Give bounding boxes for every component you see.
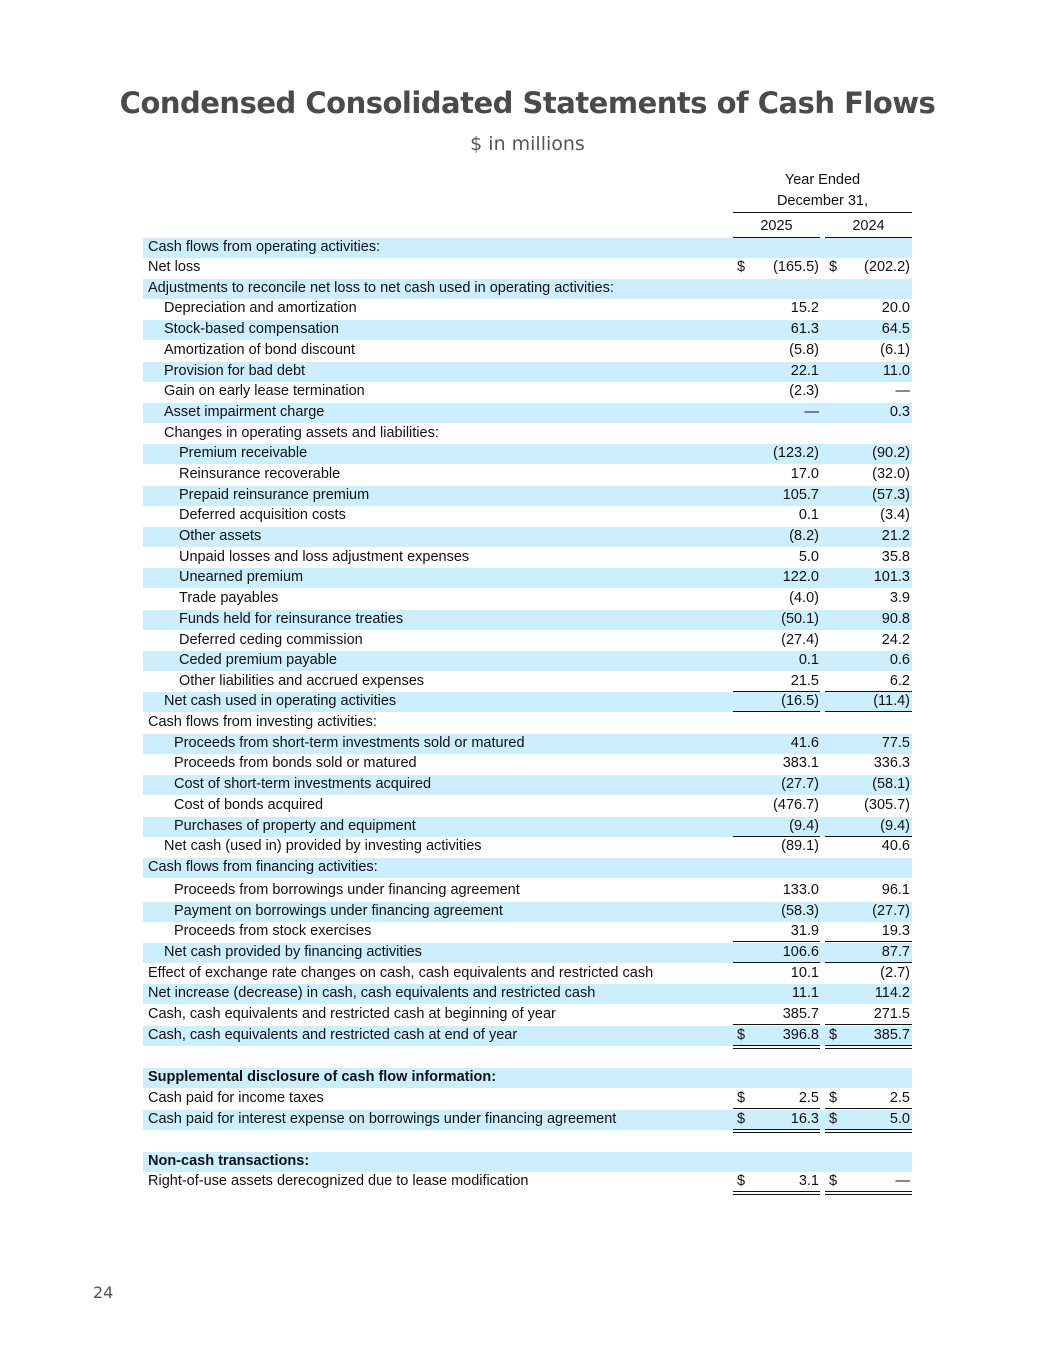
row-label: Proceeds from bonds sold or matured [174,755,417,771]
row-label: Adjustments to reconcile net loss to net cash used in operating activities: [148,280,614,296]
dollar-sign-2024: $ [829,1111,838,1127]
table-row [143,424,912,444]
value-2025: 106.6 [782,944,819,960]
single-underline [733,941,820,942]
table-row [143,775,912,795]
row-label: Asset impairment charge [164,404,325,420]
value-2024: 3.9 [889,590,910,606]
row-label: Unearned premium [179,569,304,585]
value-2024: 6.2 [889,673,910,689]
table-row [143,1068,912,1088]
value-2025: 0.1 [798,652,819,668]
dollar-sign-2024: $ [829,259,838,275]
row-label: Proceeds from stock exercises [174,923,372,939]
value-2025: 105.7 [782,487,819,503]
double-underline [733,1191,820,1195]
value-2025: (27.4) [781,632,819,648]
row-label: Funds held for reinsurance treaties [179,611,404,627]
table-row [143,631,912,651]
table-row [143,943,912,963]
table-row [143,817,912,837]
value-2024: 385.7 [873,1027,910,1043]
value-2024: 271.5 [873,1006,910,1022]
column-header-2024: 2024 [852,218,885,234]
value-2024: 87.7 [881,944,910,960]
column-header-2025: 2025 [760,218,793,234]
table-row [143,382,912,402]
value-2024: (32.0) [872,466,910,482]
single-underline [825,711,912,712]
value-2025: 11.1 [791,985,819,1001]
row-label: Net cash (used in) provided by investing activities [164,838,482,854]
row-label: Prepaid reinsurance premium [179,487,370,503]
table-row [143,1172,912,1192]
dollar-sign-2025: $ [737,1111,746,1127]
page-number: 24 [93,1283,114,1302]
row-label: Deferred ceding commission [179,632,363,648]
table-row [143,651,912,671]
dollar-sign-2025: $ [737,259,746,275]
row-label: Reinsurance recoverable [179,466,341,482]
row-label: Net cash used in operating activities [164,693,397,709]
value-2024: 5.0 [889,1111,910,1127]
value-2025: 5.0 [798,549,819,565]
value-2024: (3.4) [880,507,910,523]
row-label: Proceeds from borrowings under financing agreement [174,882,520,898]
table-row [143,837,912,857]
table-row [143,568,912,588]
value-2025: (9.4) [789,818,819,834]
double-underline [825,1191,912,1195]
row-label: Cash flows from operating activities: [148,239,381,255]
table-row [143,238,912,258]
table-row [143,527,912,547]
table-row [143,692,912,712]
table-row [143,713,912,733]
row-label: Premium receivable [179,445,308,461]
value-2024: 96.1 [881,882,910,898]
row-label: Gain on early lease termination [164,383,365,399]
value-2024: — [895,383,910,399]
dollar-sign-2024: $ [829,1027,838,1043]
table-row [143,881,912,901]
table-row [143,610,912,630]
dollar-sign-2025: $ [737,1027,746,1043]
table-row [143,902,912,922]
value-2024: 90.8 [881,611,910,627]
row-label: Provision for bad debt [164,363,306,379]
value-2024: — [895,1173,910,1189]
row-label: Net cash provided by financing activities [164,944,422,960]
table-row [143,672,912,692]
value-2025: 385.7 [782,1006,819,1022]
row-label: Cash flows from financing activities: [148,859,378,875]
table-row [143,1110,912,1130]
table-row [143,279,912,299]
table-row [143,341,912,361]
value-2025: 15.2 [790,300,819,316]
row-label: Cash flows from investing activities: [148,714,377,730]
value-2024: (57.3) [872,487,910,503]
table-row [143,444,912,464]
table-row [143,403,912,423]
row-label: Non-cash transactions: [148,1153,310,1169]
table-row [143,1152,912,1172]
table-row [143,589,912,609]
value-2025: 31.9 [790,923,819,939]
single-underline [733,711,820,712]
table-row [143,548,912,568]
spacer-row [143,1047,912,1067]
row-label: Right-of-use assets derecognized due to lease modification [148,1173,529,1189]
table-row [143,754,912,774]
row-label: Effect of exchange rate changes on cash, cash equivalents and restricted cash [148,965,654,981]
row-label: Payment on borrowings under financing agreement [174,903,503,919]
table-row [143,506,912,526]
row-label: Amortization of bond discount [164,342,356,358]
table-row [143,964,912,984]
value-2025: 2.5 [798,1090,819,1106]
row-label: Cost of short-term investments acquired [174,776,432,792]
value-2025: (4.0) [789,590,819,606]
period-header-line2: December 31, [776,193,869,209]
value-2024: 114.2 [874,985,910,1001]
value-2024: 64.5 [881,321,910,337]
row-label: Proceeds from short-term investments sold or matured [174,735,525,751]
table-row [143,858,912,878]
value-2025: 10.1 [790,965,819,981]
value-2025: (2.3) [789,383,819,399]
dollar-sign-2025: $ [737,1090,746,1106]
value-2025: 17.0 [790,466,819,482]
value-2025: 0.1 [798,507,819,523]
single-underline [825,1024,912,1025]
value-2025: (27.7) [781,776,819,792]
value-2025: 122.0 [782,569,819,585]
table-row [143,984,912,1004]
row-label: Changes in operating assets and liabilities: [164,425,439,441]
value-2025: (89.1) [781,838,819,854]
value-2025: 396.8 [782,1027,819,1043]
table-row [143,320,912,340]
row-label: Cash, cash equivalents and restricted cash at beginning of year [148,1006,556,1022]
value-2024: (305.7) [864,797,910,813]
table-row [143,299,912,319]
value-2025: 61.3 [790,321,819,337]
value-2024: (6.1) [880,342,910,358]
dollar-sign-2025: $ [737,1173,746,1189]
value-2025: 3.1 [798,1173,819,1189]
value-2025: (8.2) [789,528,819,544]
table-row [143,1005,912,1025]
dollar-sign-2024: $ [829,1090,838,1106]
row-label: Trade payables [179,590,279,606]
dollar-sign-2024: $ [829,1173,838,1189]
value-2024: 40.6 [881,838,910,854]
value-2025: 133.0 [782,882,819,898]
value-2024: 21.2 [881,528,910,544]
value-2025: (5.8) [789,342,819,358]
table-row [143,922,912,942]
row-label: Cash paid for income taxes [148,1090,324,1106]
table-row [143,465,912,485]
value-2024: (202.2) [864,259,910,275]
row-label: Net loss [148,259,201,275]
value-2024: 2.5 [889,1090,910,1106]
row-label: Supplemental disclosure of cash flow information: [148,1069,497,1085]
row-label: Other assets [179,528,262,544]
value-2024: (27.7) [872,903,910,919]
value-2024: 19.3 [881,923,910,939]
value-2025: 41.6 [790,735,819,751]
table-row [143,734,912,754]
value-2025: 22.1 [790,363,819,379]
value-2024: (90.2) [872,445,910,461]
value-2024: 101.3 [873,569,910,585]
value-2024: 0.3 [889,404,910,420]
spacer-row [143,1131,912,1151]
row-label: Stock-based compensation [164,321,339,337]
row-label: Purchases of property and equipment [174,818,416,834]
value-2025: (476.7) [773,797,819,813]
value-2024: (58.1) [872,776,910,792]
single-underline [733,962,820,963]
value-2024: 336.3 [873,755,910,771]
table-row [143,258,912,278]
row-label: Cash paid for interest expense on borrowings under financing agreement [148,1111,617,1127]
period-header-line1: Year Ended [784,172,861,188]
value-2025: (165.5) [773,259,819,275]
value-2024: (11.4) [873,693,910,709]
row-label: Ceded premium payable [179,652,337,668]
value-2024: 20.0 [881,300,910,316]
table-row [143,486,912,506]
value-2024: 35.8 [881,549,910,565]
value-2025: (58.3) [781,903,819,919]
value-2025: — [804,404,819,420]
page-title: Condensed Consolidated Statements of Cash Flows [119,86,936,120]
row-label: Unpaid losses and loss adjustment expenses [179,549,470,565]
row-label: Other liabilities and accrued expenses [179,673,425,689]
table-row [143,1089,912,1109]
single-underline [825,941,912,942]
value-2024: (2.7) [880,965,910,981]
value-2024: 24.2 [881,632,910,648]
value-2024: 77.5 [881,735,910,751]
table-row [143,796,912,816]
row-label: Net increase (decrease) in cash, cash equivalents and restricted cash [148,985,596,1001]
table-row [143,1026,912,1046]
table-row [143,362,912,382]
single-underline [733,1024,820,1025]
row-label: Cash, cash equivalents and restricted cash at end of year [148,1027,518,1043]
value-2025: 383.1 [782,755,819,771]
single-underline [825,962,912,963]
row-label: Deferred acquisition costs [179,507,346,523]
value-2025: 16.3 [790,1111,819,1127]
value-2025: 21.5 [790,673,819,689]
value-2025: (16.5) [781,693,819,709]
value-2024: (9.4) [880,818,910,834]
value-2025: (50.1) [781,611,819,627]
row-label: Depreciation and amortization [164,300,357,316]
value-2024: 11.0 [882,363,910,379]
row-label: Cost of bonds acquired [174,797,324,813]
page-subtitle: $ in millions [470,133,585,155]
value-2024: 0.6 [889,652,910,668]
value-2025: (123.2) [773,445,819,461]
